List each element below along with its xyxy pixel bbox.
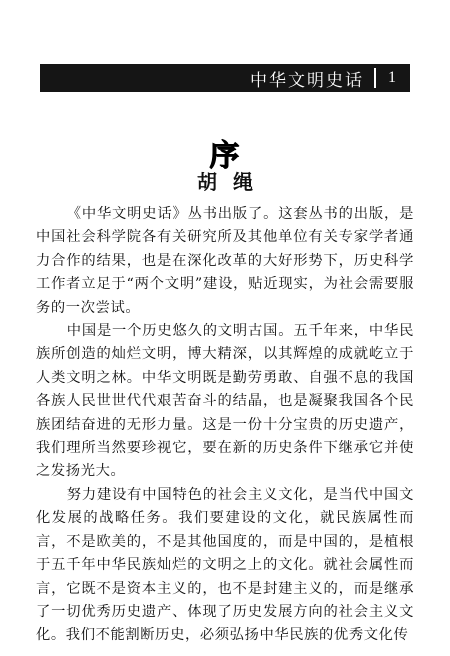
running-header bbox=[40, 64, 410, 92]
header-divider bbox=[374, 68, 376, 88]
running-header-title: 中华文明史话 bbox=[250, 70, 364, 91]
paragraph: 努力建设有中国特色的社会主义文化，是当代中国文化发展的战略任务。我们要建设的文化，就民族属性而言，不是欧美的，不是其他国度的，而是中国的，是植根于五千年中华民族灿烂的文明之上的文化。就社会属性而言，它既不是资本主义的，也不是封建主义的，而是继承了一切优秀历史遗产、体现了历史发展方向的社会主义文化。我们不能割断历史，必须弘扬中华民族的优秀文化传 bbox=[36, 486, 414, 644]
page-number: 1 bbox=[388, 69, 396, 86]
paragraph: 《中华文明史话》丛书出版了。这套丛书的出版，是中国社会科学院各有关研究所及其他单位有关专家学者通力合作的结果，也是在深化改革的大好形势下，历史科学工作者立足于“两个文明”建设，贴近现实，为社会需要服务的一次尝试。 bbox=[36, 206, 414, 316]
author-name: 胡绳 bbox=[197, 170, 269, 194]
paragraph: 中国是一个历史悠久的文明古国。五千年来，中华民族所创造的灿烂文明，博大精深，以其辉煌的成就屹立于人类文明之林。中华文明既是勤劳勇敢、自强不息的我国各族人民世世代代艰苦奋斗的结晶，也是凝聚我国各个民族团结奋进的无形力量。这是一份十分宝贵的历史遗产，我们理所当然要珍视它，要在新的历史条件下继承它并使之发扬光大。 bbox=[36, 323, 414, 480]
body-text bbox=[36, 203, 414, 648]
section-title-text: 序 bbox=[209, 138, 239, 173]
section-title bbox=[202, 135, 246, 173]
